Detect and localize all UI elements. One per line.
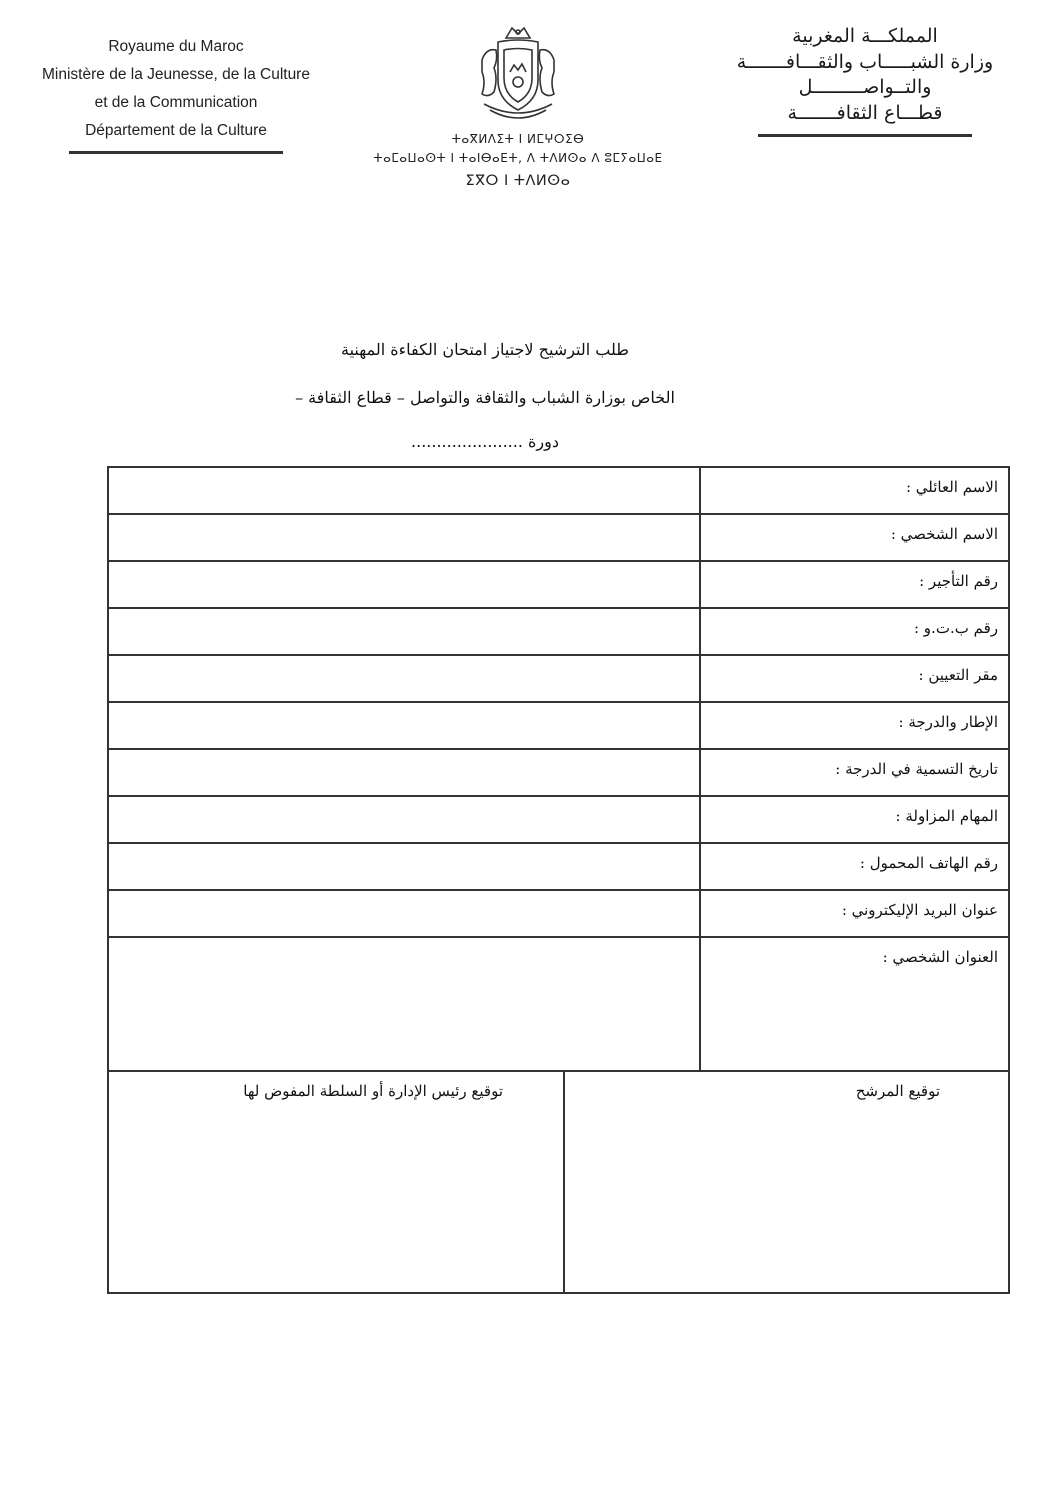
- first-name-label: الاسم الشخصي :: [700, 514, 1009, 561]
- national-id-label: رقم ب.ت.و :: [700, 608, 1009, 655]
- header-fr-line4: Département de la Culture: [85, 122, 267, 139]
- email-field[interactable]: [108, 890, 700, 937]
- form-row: [108, 702, 1009, 749]
- admin-signature-label: توقيع رئيس الإدارة أو السلطة المفوض لها: [243, 1082, 503, 1100]
- header-center: [362, 20, 674, 194]
- admin-signature-box[interactable]: [107, 1070, 563, 1294]
- candidate-signature-label: توقيع المرشح: [855, 1082, 940, 1100]
- first-name-field[interactable]: [108, 514, 700, 561]
- candidate-form-table: [107, 466, 1010, 1072]
- assignment-location-label: مقر التعيين :: [700, 655, 1009, 702]
- email-label: عنوان البريد الإليكتروني :: [700, 890, 1009, 937]
- header-ar-line2: وزارة الشبـــــاب والثقـــافـــــــة: [736, 50, 994, 73]
- form-row: [108, 655, 1009, 702]
- family-name-field[interactable]: [108, 467, 700, 514]
- header-arabic: [700, 24, 1030, 137]
- personal-address-field[interactable]: [108, 937, 700, 1071]
- form-row: [108, 749, 1009, 796]
- header-ar-line1: المملكـــة المغربية: [792, 25, 938, 47]
- payroll-number-field[interactable]: [108, 561, 700, 608]
- session-line: دورة ......................: [411, 432, 559, 451]
- duties-field[interactable]: [108, 796, 700, 843]
- form-title: طلب الترشيح لاجتياز امتحان الكفاءة المهنية: [341, 340, 629, 359]
- coat-of-arms-emblem: [468, 20, 568, 130]
- mobile-phone-field[interactable]: [108, 843, 700, 890]
- header-ar-line4: قطـــاع الثقافـــــــة: [787, 101, 943, 124]
- header-fr-line3: et de la Communication: [94, 94, 258, 111]
- header-french: [20, 33, 332, 154]
- form-row: [108, 608, 1009, 655]
- appointment-date-label: تاريخ التسمية في الدرجة :: [700, 749, 1009, 796]
- assignment-location-field[interactable]: [108, 655, 700, 702]
- mobile-phone-label: رقم الهاتف المحمول :: [700, 843, 1009, 890]
- grade-field[interactable]: [108, 702, 700, 749]
- duties-label: المهام المزاولة :: [700, 796, 1009, 843]
- form-subtitle: الخاص بوزارة الشباب والثقافة والتواصل – قطاع الثقافة –: [295, 388, 675, 407]
- form-row: [108, 796, 1009, 843]
- header-fr-line2: Ministère de la Jeunesse, de la Culture: [42, 66, 310, 83]
- form-row: [108, 467, 1009, 514]
- form-row: [108, 843, 1009, 890]
- form-row: [108, 514, 1009, 561]
- header-tifinagh-line3: ⵉⴳⵔ ⵏ ⵜⴷⵍⵙⴰ: [465, 173, 571, 189]
- signature-section: [107, 1070, 1010, 1294]
- header-ar-divider: [758, 134, 972, 137]
- header-tifinagh-line2: ⵜⴰⵎⴰⵡⴰⵙⵜ ⵏ ⵜⴰⵏⴱⴰⴹⵜ, ⴷ ⵜⴷⵍⵙⴰ ⴷ ⵓⵎⵢⴰⵡⴰⴹ: [373, 151, 663, 165]
- grade-label: الإطار والدرجة :: [700, 702, 1009, 749]
- national-id-field[interactable]: [108, 608, 700, 655]
- appointment-date-field[interactable]: [108, 749, 700, 796]
- payroll-number-label: رقم التأجير :: [700, 561, 1009, 608]
- form-row: [108, 561, 1009, 608]
- header-ar-line3: والتــواصـــــــــل: [798, 76, 932, 98]
- candidate-signature-box[interactable]: [563, 1070, 1010, 1294]
- header-fr-line1: Royaume du Maroc: [108, 38, 244, 55]
- header-tifinagh-line1: ⵜⴰⴳⵍⴷⵉⵜ ⵏ ⵍⵎⵖⵔⵉⴱ: [451, 132, 585, 146]
- form-row: [108, 890, 1009, 937]
- personal-address-label: العنوان الشخصي :: [700, 937, 1009, 1071]
- family-name-label: الاسم العائلي :: [700, 467, 1009, 514]
- header-fr-divider: [69, 151, 283, 154]
- form-row: [108, 937, 1009, 1071]
